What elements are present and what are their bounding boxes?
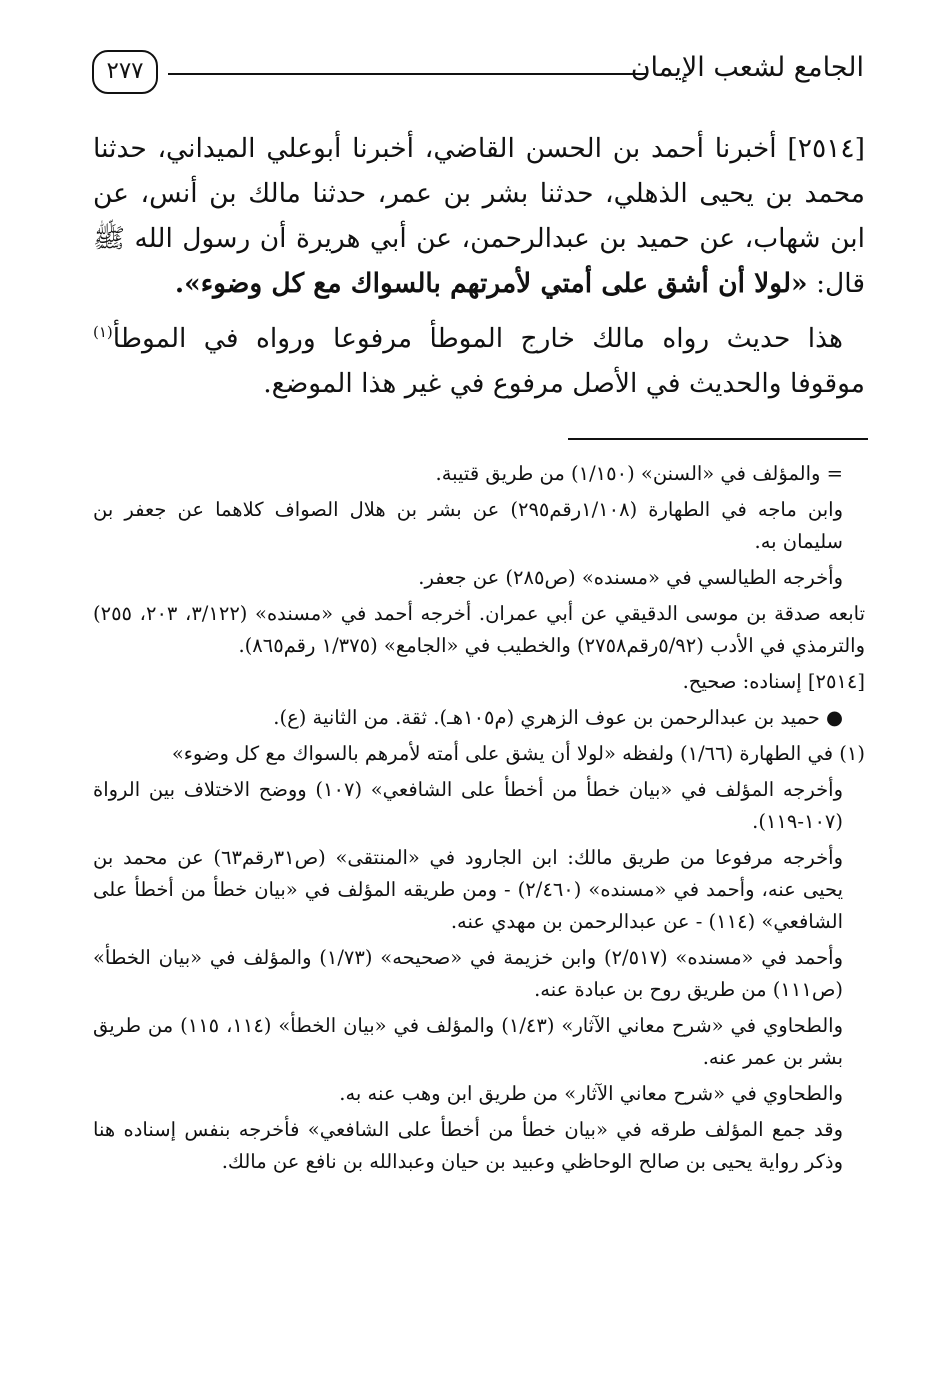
page-number-badge: ٢٧٧ [92, 50, 158, 94]
footnote-line: وأخرجه المؤلف في «بيان خطأ من أخطأ على الشافعي» (١٠٧) ووضح الاختلاف بين الرواة (١٠٧-١١٩). [93, 778, 843, 833]
footnote-line: والطحاوي في «شرح معاني الآثار» من طريق ابن وهب عنه به. [339, 1082, 843, 1105]
comment-part-1: هذا حديث رواه مالك خارج الموطأ مرفوعا ورواه في الموطأ [112, 323, 843, 354]
main-text [93, 126, 865, 406]
footnote-line: وأخرجه الطيالسي في «مسنده» (ص٢٨٥) عن جعفر. [418, 566, 843, 589]
footnote-line: = والمؤلف في «السنن» (١/١٥٠) من طريق قتيبة. [435, 462, 843, 485]
footnote-line: وابن ماجه في الطهارة (١/١٠٨رقم٢٩٥) عن بشر بن هلال الصواف كلاهما عن جعفر بن سليمان به. [93, 498, 843, 553]
hadith-matn: «لولا أن أشق على أمتي لأمرتهم بالسواك مع كل وضوء». [174, 268, 808, 299]
hadith-isnad: أخبرنا أحمد بن الحسن القاضي، أخبرنا أبوعلي الميداني، حدثنا محمد بن يحيى الذهلي، حدثنا بشر بن عمر، حدثنا مالك بن أنس، عن ابن شهاب، عن حميد بن عبدالرحمن، عن أبي هريرة أن رسول الله ﷺ قال: [93, 133, 865, 299]
hadith-comment [93, 316, 865, 406]
page-header [92, 46, 864, 102]
footnote-separator [568, 438, 868, 440]
footnote-line: والطحاوي في «شرح معاني الآثار» (١/٤٣) والمؤلف في «بيان الخطأ» (١١٤، ١١٥) من طريق بشر بن عمر عنه. [93, 1014, 844, 1069]
footnote-isnad-grade: [٢٥١٤] إسناده: صحيح. [682, 670, 865, 693]
footnote-line: وأخرجه مرفوعا من طريق مالك: ابن الجارود في «المنتقى» (ص٣١رقم٦٣) عن محمد بن يحيى عنه، وأحمد في «مسنده» (٢/٤٦٠) - ومن طريقه المؤلف في «بيان خطأ من أخطأ على الشافعي» (١١٤) - عن عبدالرحمن بن مهدي عنه. [93, 846, 844, 933]
footnote-line: وأحمد في «مسنده» (٢/٥١٧) وابن خزيمة في «صحيحه» (١/٧٣) والمؤلف في «بيان الخطأ» (ص١١١) من طريق روح بن عبادة عنه. [93, 946, 844, 1001]
footnote-narrator: ● حميد بن عبدالرحمن بن عوف الزهري (م١٠٥هـ). ثقة. من الثانية (ع). [273, 706, 843, 729]
comment-part-2: موقوفا والحديث في الأصل مرفوع في غير هذا الموضع. [263, 368, 865, 399]
footnotes [93, 458, 865, 1182]
hadith-number: [٢٥١٤] [787, 133, 865, 164]
hadith-paragraph [93, 126, 865, 306]
footnote-line: تابعه صدقة بن موسى الدقيقي عن أبي عمران. أخرجه أحمد في «مسنده» (٣/١٢٢، ٢٠٣، ٢٥٥) والترمذي في الأدب (٥/٩٢رقم٢٧٥٨) والخطيب في «الجامع» (١/٣٧٥ رقم٨٦٥). [93, 602, 865, 657]
footnote-1: (١) في الطهارة (١/٦٦) ولفظه «لولا أن يشق على أمته لأمرهم بالسواك مع كل وضوء» [171, 742, 865, 765]
header-rule [168, 73, 646, 75]
book-title: الجامع لشعب الإيمان [630, 52, 864, 83]
footnote-line: وقد جمع المؤلف طرقه في «بيان خطأ من أخطأ على الشافعي» فأخرجه بنفس إسناده هنا وذكر رواية يحيى بن صالح الوحاظي وعبيد بن حيان وعبدالله بن نافع عن مالك. [93, 1118, 843, 1173]
footnote-ref[interactable]: (١) [93, 323, 113, 342]
